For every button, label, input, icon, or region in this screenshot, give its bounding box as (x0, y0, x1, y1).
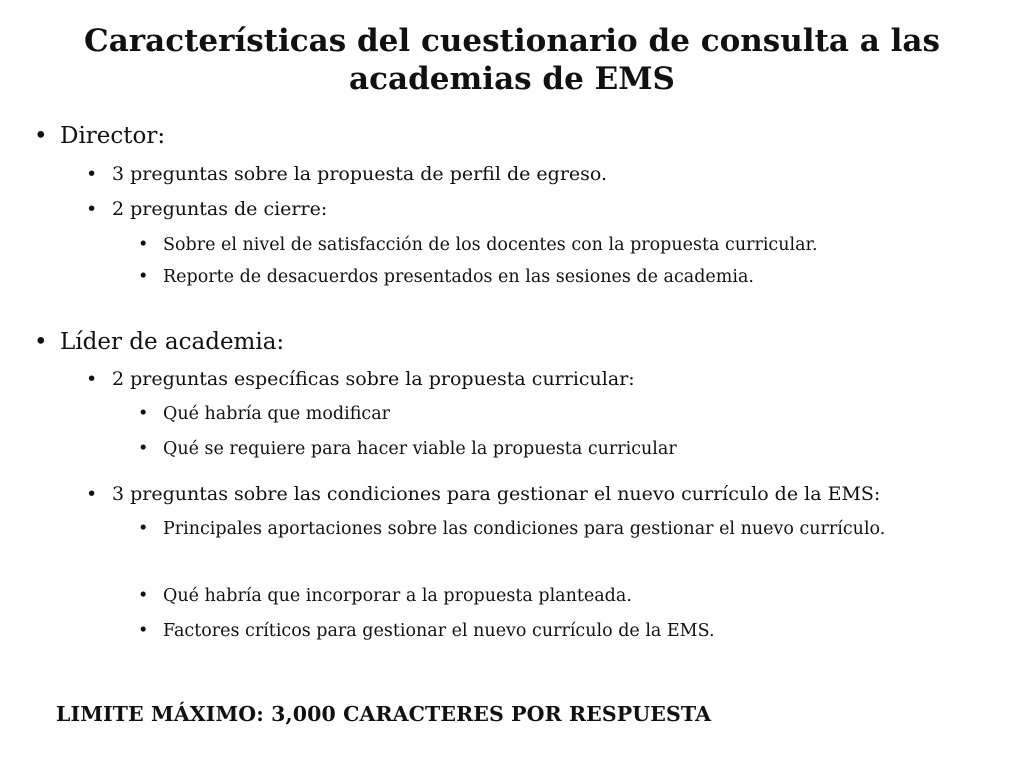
bullet-director-subitem-1 (138, 235, 996, 255)
bullet-director-item-2 (86, 199, 327, 221)
bullet-dot: • (138, 621, 149, 641)
footer-note: LIMITE MÁXIMO: 3,000 CARACTERES POR RESPUESTA (56, 702, 712, 726)
list-item: Factores críticos para gestionar el nuevo currículo de la EMS. (163, 621, 715, 641)
bullet-lider-group-2-item-3 (138, 621, 996, 641)
bullet-lider-group-1-item-1 (138, 404, 996, 424)
bullet-lider (34, 329, 284, 355)
bullet-dot: • (86, 198, 98, 220)
bullet-dot: • (138, 586, 149, 606)
list-item: 2 preguntas específicas sobre la propuesta curricular: (112, 368, 635, 390)
bullet-lider-group-2-item-2 (138, 586, 996, 606)
bullet-lider-group-2-item-1 (138, 519, 996, 539)
list-item: Qué habría que incorporar a la propuesta planteada. (163, 586, 632, 606)
list-item: 2 preguntas de cierre: (112, 198, 328, 220)
director-label: Director: (60, 123, 166, 149)
bullet-dot: • (138, 404, 149, 424)
bullet-director (34, 123, 165, 149)
list-item: Sobre el nivel de satisfacción de los docentes con la propuesta curricular. (163, 235, 818, 255)
bullet-lider-group-1-item-2 (138, 439, 996, 459)
bullet-dot: • (34, 123, 48, 149)
lider-label: Líder de academia: (60, 329, 285, 355)
bullet-dot: • (138, 519, 149, 539)
slide-title: Características del cuestionario de consulta a las academias de EMS (84, 23, 940, 97)
list-item: Principales aportaciones sobre las condiciones para gestionar el nuevo currículo. (163, 519, 886, 539)
bullet-dot: • (138, 267, 149, 287)
bullet-lider-group-1 (86, 369, 635, 391)
bullet-director-item-1 (86, 164, 607, 186)
bullet-director-subitem-2 (138, 267, 996, 287)
bullet-dot: • (138, 235, 149, 255)
bullet-dot: • (34, 329, 48, 355)
list-item: Reporte de desacuerdos presentados en las sesiones de academia. (163, 267, 754, 287)
list-item: Qué habría que modificar (163, 404, 390, 424)
bullet-dot: • (138, 439, 149, 459)
list-item: 3 preguntas sobre la propuesta de perfil de egreso. (112, 163, 608, 185)
bullet-lider-group-2 (86, 484, 880, 506)
list-item: Qué se requiere para hacer viable la propuesta curricular (163, 439, 677, 459)
bullet-dot: • (86, 368, 98, 390)
bullet-dot: • (86, 483, 98, 505)
bullet-dot: • (86, 163, 98, 185)
list-item: 3 preguntas sobre las condiciones para gestionar el nuevo currículo de la EMS: (112, 483, 881, 505)
